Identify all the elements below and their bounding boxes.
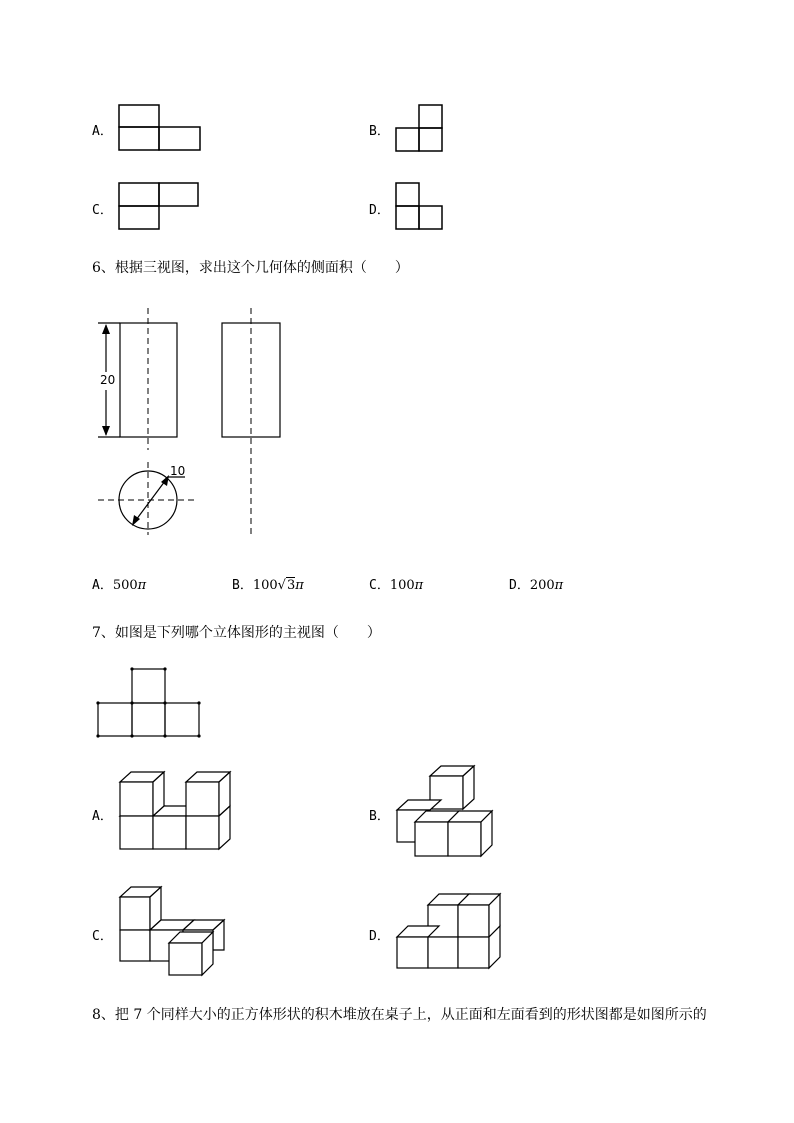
- q6-answer-d-pi: π: [554, 578, 564, 593]
- q6-question-text: 6、根据三视图，求出这个几何体的侧面积（ ）: [92, 260, 409, 276]
- q6-diameter-label: 10: [170, 464, 186, 478]
- q6-answer-b-value: 100: [252, 578, 278, 593]
- radical-icon: √: [277, 578, 286, 593]
- q6-answer-a-value: 500: [112, 578, 138, 593]
- q6-answer-c-value: 100: [389, 578, 415, 593]
- q7-option-b-label[interactable]: B．: [369, 809, 390, 824]
- q5-option-b-label[interactable]: B．: [369, 124, 390, 139]
- q7-option-d-label[interactable]: D．: [369, 929, 390, 944]
- q8-question-text: 8、把 7 个同样大小的正方体形状的积木堆放在桌子上，从正面和左面看到的形状图都是如图所示的: [92, 1007, 707, 1023]
- q6-answer-d-label: D．: [509, 578, 530, 593]
- q5-option-c-label[interactable]: C．: [92, 203, 113, 218]
- q6-answer-a-pi: π: [137, 578, 147, 593]
- q6-answer-b-label: B．: [232, 578, 253, 593]
- q6-answer-b-radicand: 3: [286, 578, 296, 593]
- q6-answer-a-label: A．: [92, 578, 113, 593]
- q5-option-a-label[interactable]: A．: [92, 124, 113, 139]
- q6-answer-c-label: C．: [369, 578, 390, 593]
- q7-option-a-label[interactable]: A．: [92, 809, 113, 824]
- q6-answer-b-pi: π: [295, 578, 304, 593]
- q7-option-c-label[interactable]: C．: [92, 929, 113, 944]
- q6-height-label: 20: [100, 373, 116, 387]
- q6-answer-c-pi: π: [414, 578, 424, 593]
- q6-answer-d-value: 200: [529, 578, 555, 593]
- q5-option-d-label[interactable]: D．: [369, 203, 390, 218]
- q7-question-text: 7、如图是下列哪个立体图形的主视图（ ）: [92, 625, 381, 641]
